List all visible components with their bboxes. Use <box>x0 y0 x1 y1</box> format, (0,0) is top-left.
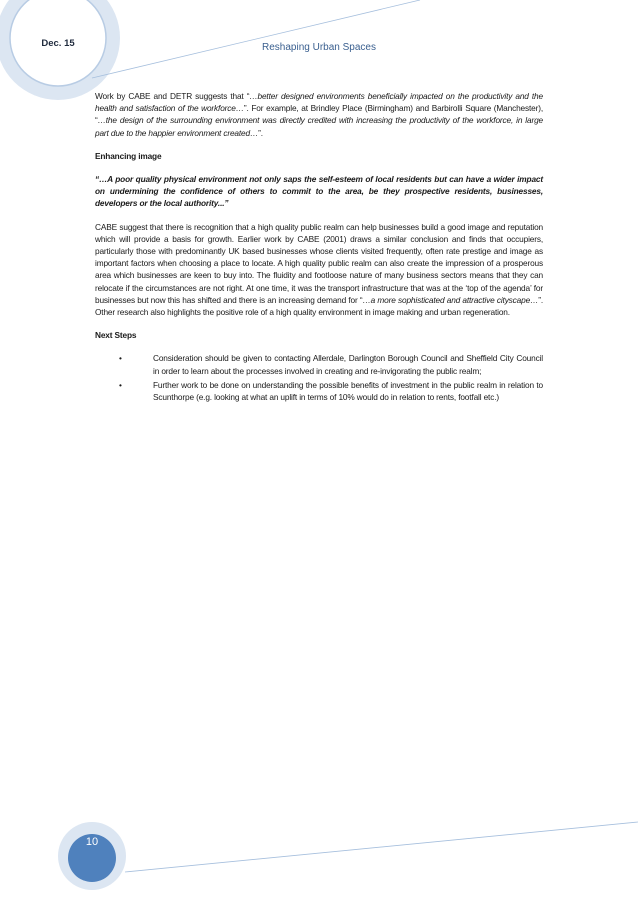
block-quote: “…A poor quality physical environment not only saps the self-esteem of local residents but can have a wider impact on undermining the confidence of others to commit to the area, be they prospective residents, businesses, developers or the local authority...” <box>95 174 543 209</box>
header-title: Reshaping Urban Spaces <box>262 42 376 53</box>
paragraph-text: CABE suggest that there is recognition that a high quality public realm can help businesses build a good image and reputation which will provide a basis for growth. Earlier work by CABE (2001) draws a similar conclusion and finds that occupiers, particularly those with predominantly UK based businesses whose clients visited frequently, often rate prestige and image as important factors when choosing a place to locate. A high quality public realm can also create the impression of a prosperous area which businesses are keen to buy into. The fluidity and footloose nature of many business sectors means that they can relocate if the circumstances are not right. At one time, it was the transport infrastructure that was at the ‘top of the agenda’ for businesses but now this has shifted and there is an increasing demand for “ <box>95 221 543 305</box>
heading-next-steps: Next Steps <box>95 330 137 341</box>
quote-text: …better designed environments beneficially impacted on the productivity and the health and satisfaction of the workforce… <box>95 91 543 114</box>
paragraph-text: ”. <box>258 127 263 138</box>
list-item <box>113 352 543 376</box>
bullet-icon: • <box>119 353 122 364</box>
footer-divider-line <box>125 822 638 872</box>
bullet-icon: • <box>119 379 122 390</box>
document-body <box>95 90 543 405</box>
header-date: Dec. 15 <box>41 38 75 49</box>
quote-text: …a more sophisticated and attractive cityscape… <box>362 294 539 305</box>
paragraph-cabe <box>95 221 543 319</box>
list-item-text: Further work to be done on understanding the possible benefits of investment in the public realm in relation to Scunthorpe (e.g. looking at what an uplift in terms of 10% would do in relation to rents, footfall etc.) <box>153 379 543 403</box>
paragraph-text: ”. For example, at Brindley Place (Birmingham) and Barbirolli Square (Manchester), “ <box>95 103 543 126</box>
next-steps-list <box>95 352 543 403</box>
heading-enhancing-image: Enhancing image <box>95 150 162 161</box>
paragraph-text: Work by CABE and DETR suggests that “ <box>95 91 250 101</box>
header-divider-line <box>92 0 420 78</box>
list-item <box>113 379 543 403</box>
quote-text: …the design of the surrounding environment was directly credited with increasing the productivity of the workforce, in large part due to the happier environment created… <box>95 115 543 138</box>
paragraph-text: ”. Other research also highlights the positive role of a high quality environment in image making and urban regeneration. <box>95 294 544 318</box>
page-number: 10 <box>85 836 99 848</box>
list-item-text: Consideration should be given to contacting Allerdale, Darlington Borough Council and Sheffield City Council in order to learn about the processes involved in creating and re-invigorating the public realm; <box>153 353 543 376</box>
paragraph-productivity <box>95 90 543 139</box>
